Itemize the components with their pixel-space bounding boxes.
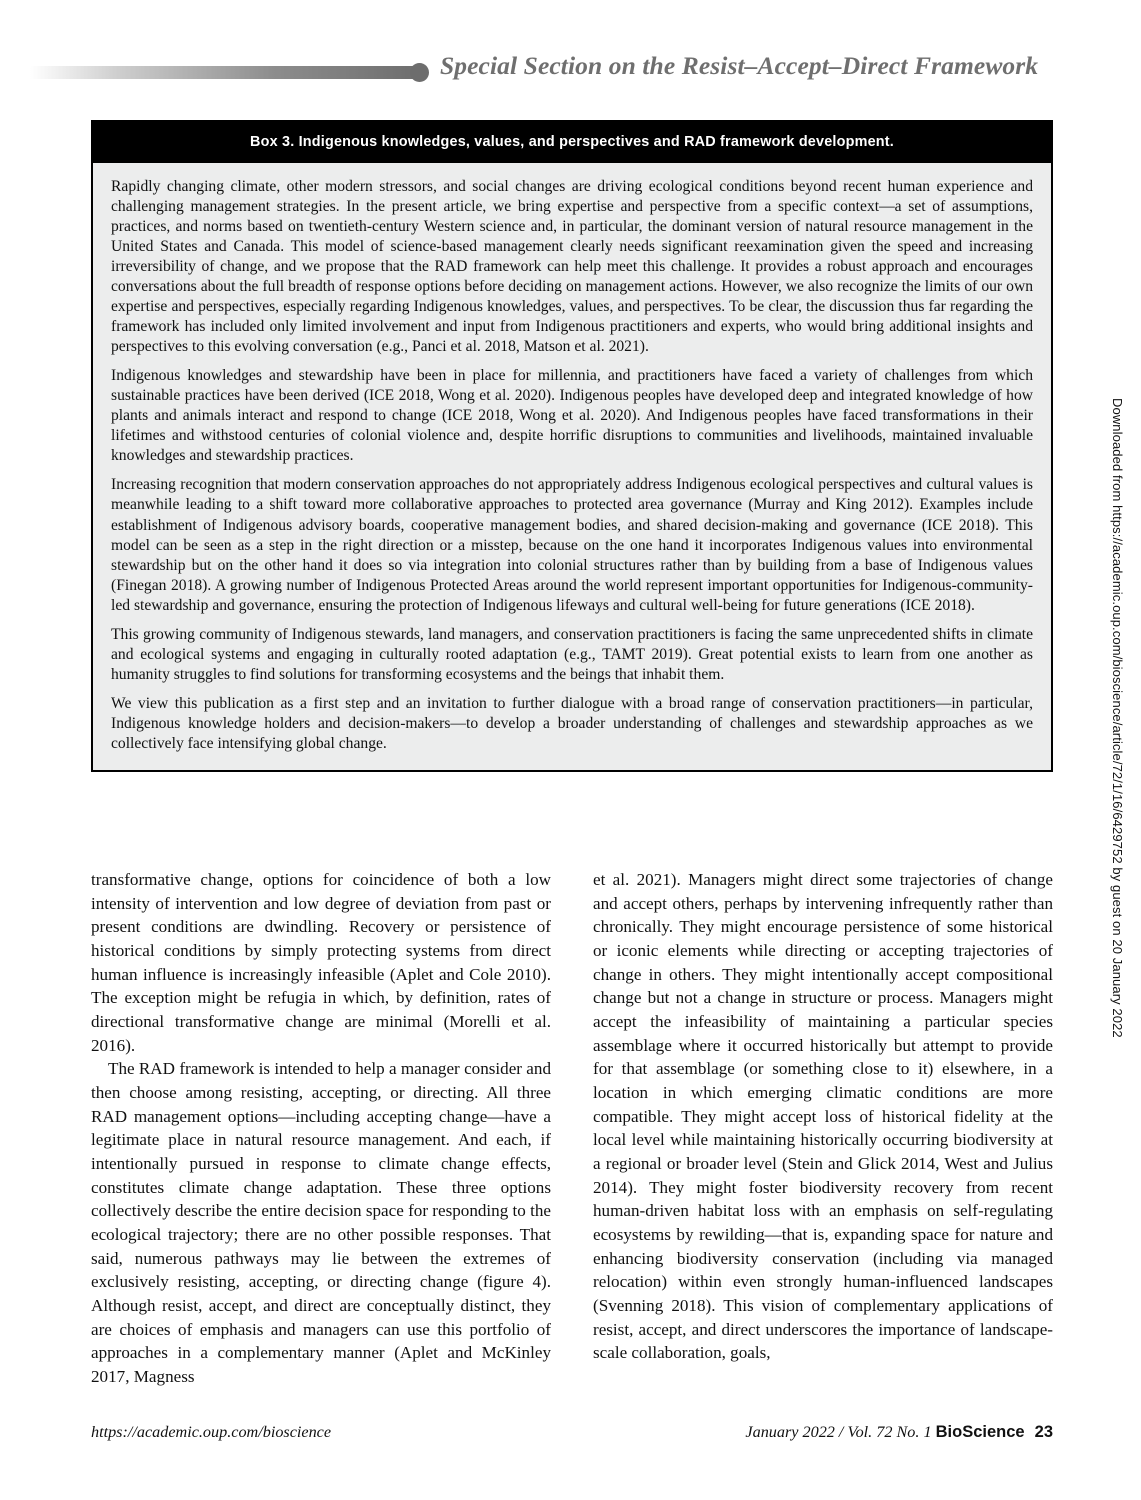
right-column xyxy=(593,868,1053,1389)
box-paragraph: We view this publication as a first step and an invitation to further dialogue with a broad range of conservation practitioners—in particular, Indigenous knowledge holders and decision-makers—to develop a broader understanding of challenges and stewardship approaches as we collectively face intensifying global change. xyxy=(111,694,1033,752)
footer-citation xyxy=(745,1423,1053,1442)
box-paragraph: This growing community of Indigenous stewards, land managers, and conservation practitioners is facing the same unprecedented shifts in climate and ecological systems and engaging in culturally rooted adaptation (e.g., TAMT 2019). Great potential exists to learn from one another as humanity struggles to find solutions for transforming ecosystems and the beings that inhabit them. xyxy=(111,625,1033,683)
left-column xyxy=(91,868,551,1389)
footer-page-number: 23 xyxy=(1034,1423,1053,1441)
box-paragraph: Increasing recognition that modern conservation approaches do not appropriately address Indigenous ecological perspectives and cultural values is meanwhile leading to a shift toward more collaborative approaches to protected area governance (Murray and King 2012). Examples include establishment of Indigenous advisory boards, cooperative management bodies, and shared decision-making and governance (ICE 2018). This model can be seen as a step in the right direction or a misstep, because on the one hand it incorporates Indigenous values into environmental stewardship but on the other hand it does so via integration into colonial structures rather than by building from a base of Indigenous values (Finegan 2018). A growing number of Indigenous Protected Areas around the world represent important opportunities for Indigenous-community-led stewardship and governance, ensuring the protection of Indigenous lifeways and cultural well-being for future generations (ICE 2018). xyxy=(111,476,1033,614)
footer-url[interactable]: https://academic.oup.com/bioscience xyxy=(91,1423,332,1441)
running-head-dot-icon xyxy=(410,63,429,82)
running-head-title: Special Section on the Resist–Accept–Direct Framework xyxy=(440,51,1039,80)
body-paragraph: The RAD framework is intended to help a manager consider and then choose among resisting, accepting, or directing. All three RAD management options—including accepting change—have a legitimate place in natural resource management. And each, if intentionally pursued in response to climate change effects, constitutes climate change adaptation. These three options collectively describe the entire decision space for responding to the ecological trajectory; there are no other possible responses. That said, numerous pathways may lie between the extremes of exclusively resisting, accepting, or directing change (figure 4). Although resist, accept, and direct are conceptually distinct, they are choices of emphasis and managers can use this portfolio of approaches in a complementary manner (Aplet and McKinley 2017, Magness xyxy=(91,1059,551,1387)
body-paragraph: et al. 2021). Managers might direct some trajectories of change and accept others, perhaps by intervening infrequently rather than chronically. They might encourage persistence of some historical or iconic elements while directing or accepting trajectories of change in others. They might intentionally accept compositional change but not a change in structure or process. Managers might accept the infeasibility of maintaining a particular species assemblage where it occurred historically but attempt to provide for that assemblage (or something close to it) elsewhere, in a location in which emerging climatic conditions are more compatible. They might accept loss of historical fidelity at the local level while maintaining historically occurring biodiversity at a regional or broader level (Stein and Glick 2014, West and Julius 2014). They might foster biodiversity recovery from recent human-driven habitat loss with an emphasis on self-regulating ecosystems by rewilding—that is, expanding space for nature and enhancing biodiversity conservation (including via managed relocation) within even strongly human-influenced landscapes (Svenning 2018). This vision of complementary applications of resist, accept, and direct underscores the importance of landscape-scale collaboration, goals, xyxy=(593,870,1053,1363)
footer-issue: January 2022 / Vol. 72 No. 1 xyxy=(745,1423,932,1441)
box-3-body xyxy=(93,163,1051,770)
footer-journal-name: BioScience xyxy=(935,1423,1025,1441)
download-provenance-note: Downloaded from https://academic.oup.com/bioscience/article/72/1/16/6429752 by guest on 20 January 2022 xyxy=(1110,398,1125,1038)
box-3 xyxy=(91,120,1053,772)
box-paragraph: Rapidly changing climate, other modern stressors, and social changes are driving ecological conditions beyond recent human experience and challenging management strategies. In the present article, we bring expertise and perspective from a specific context—a set of assumptions, practices, and norms based on twentieth-century Western science and, in particular, the dominant version of natural resource management in the United States and Canada. This model of science-based management clearly needs significant reexamination given the speed and increasing irreversibility of change, and we propose that the RAD framework can help meet this challenge. It provides a robust approach and encourages conversations about the full breadth of response options before deciding on management actions. However, we also recognize the limits of our own expertise and perspectives, especially regarding Indigenous knowledges, values, and perspectives. To be clear, the discussion thus far regarding the framework has included only limited involvement and input from Indigenous practitioners and experts, who would bring additional insights and perspectives to this evolving conversation (e.g., Panci et al. 2018, Matson et al. 2021). xyxy=(111,178,1033,356)
body-paragraph: transformative change, options for coincidence of both a low intensity of intervention and low degree of deviation from past or present conditions are dwindling. Recovery or persistence of historical conditions by simply protecting systems from direct human influence is increasingly infeasible (Aplet and Cole 2010). The exception might be refugia in which, by definition, rates of directional transformative change are minimal (Morelli et al. 2016). xyxy=(91,870,551,1055)
running-head-rule xyxy=(30,66,422,79)
box-3-header: Box 3. Indigenous knowledges, values, and perspectives and RAD framework development. xyxy=(93,122,1051,163)
page-footer xyxy=(91,1423,1053,1442)
box-paragraph: Indigenous knowledges and stewardship have been in place for millennia, and practitioners have faced a variety of challenges from which sustainable practices have been derived (ICE 2018, Wong et al. 2020). Indigenous peoples have developed deep and integrated knowledge of how plants and animals interact and respond to change (ICE 2018, Wong et al. 2020). And Indigenous peoples have faced transformations in their lifetimes and withstood centuries of colonial violence and, despite horrific disruptions to communities and livelihoods, maintained invaluable knowledges and stewardship practices. xyxy=(111,367,1033,465)
body-columns xyxy=(91,868,1053,1389)
running-head xyxy=(0,48,1141,90)
